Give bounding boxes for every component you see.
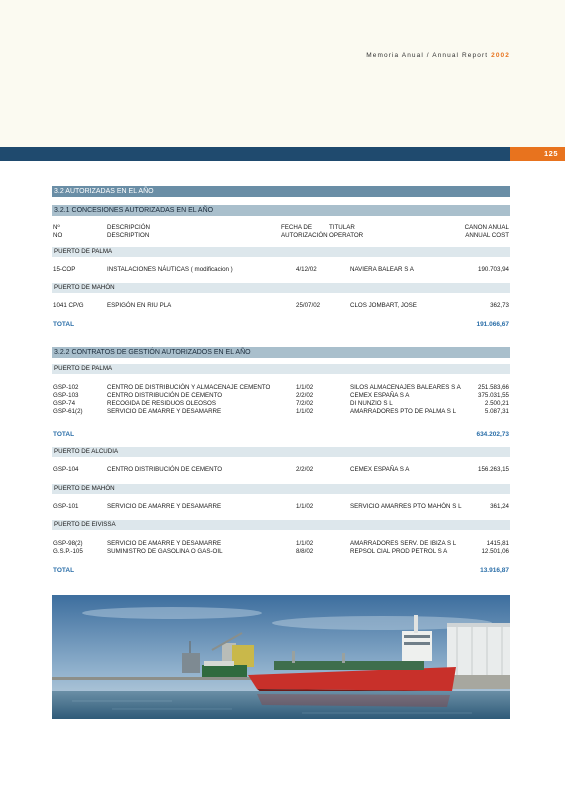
report-title: Memoria Anual / Annual Report — [366, 52, 489, 59]
row-operator: SERVICIO AMARRES PTO MAHÓN S L — [350, 503, 462, 510]
total-amount: 191.066,67 — [476, 321, 509, 328]
row-date: 1/1/02 — [296, 408, 314, 415]
row-date: 7/2/02 — [296, 400, 314, 407]
row-operator: CEMEX ESPAÑA S A — [350, 466, 410, 473]
subsection-heading: 3.2.2 CONTRATOS DE GESTIÓN AUTORIZADOS EN EL AÑO — [52, 347, 510, 358]
photo-illustration — [52, 595, 510, 719]
port-group-palma: PUERTO DE PALMA — [52, 364, 510, 374]
row-description: ESPIGÓN EN RIU PLA — [107, 302, 172, 309]
row-amount: 5.087,31 — [484, 408, 509, 415]
col-operator-en: OPERATOR — [329, 232, 364, 239]
row-description: CENTRO DISTRIBUCIÓN DE CEMENTO — [107, 392, 223, 399]
row-date: 8/8/02 — [296, 548, 314, 555]
row-number: GSP-74 — [53, 400, 76, 407]
row-date: 1/1/02 — [296, 503, 314, 510]
col-desc-en: DESCRIPTION — [107, 232, 150, 239]
row-date: 1/1/02 — [296, 384, 314, 391]
row-description: CENTRO DE DISTRIBUCIÓN Y ALMACENAJE CEMENTO — [107, 384, 271, 391]
port-group-mahon: PUERTO DE MAHÓN — [52, 283, 510, 293]
running-header — [366, 52, 510, 59]
row-number: GSP-98(2) — [53, 540, 83, 547]
row-date: 4/12/02 — [296, 266, 317, 273]
row-amount: 361,24 — [490, 503, 509, 510]
row-number: G.S.P.-105 — [53, 548, 83, 555]
port-group-eivissa: PUERTO DE EIVISSA — [52, 520, 510, 530]
row-amount: 375.031,55 — [478, 392, 509, 399]
subsection-heading: 3.2.1 CONCESIONES AUTORIZADAS EN EL AÑO — [52, 205, 510, 216]
row-amount: 362,73 — [490, 302, 509, 309]
total-amount: 13.916,87 — [480, 567, 509, 574]
row-operator: CLOS JOMBART, JOSE — [350, 302, 417, 309]
col-no-es: Nº — [53, 224, 60, 231]
total-amount: 634.202,73 — [476, 431, 509, 438]
section-heading: 3.2 AUTORIZADAS EN EL AÑO — [52, 186, 510, 197]
page-number: 125 — [543, 149, 558, 158]
col-date-es: FECHA DE — [281, 224, 312, 231]
report-year: 2002 — [491, 52, 510, 59]
row-operator: SILOS ALMACENAJES BALEARES S A — [350, 384, 461, 391]
row-operator: NAVIERA BALEAR S A — [350, 266, 414, 273]
row-description: SUMINISTRO DE GASOLINA O GAS-OIL — [107, 548, 223, 555]
row-amount: 156.263,15 — [478, 466, 509, 473]
harbour-ship-photo — [52, 595, 510, 719]
row-operator: CEMEX ESPAÑA S A — [350, 392, 410, 399]
row-number: GSP-61(2) — [53, 408, 83, 415]
row-description: INSTALACIONES NÁUTICAS ( modificacion ) — [107, 266, 233, 273]
row-number: 15-COP — [53, 266, 76, 273]
row-number: 1041 CP/G — [53, 302, 84, 309]
row-number: GSP-102 — [53, 384, 79, 391]
row-date: 25/07/02 — [296, 302, 321, 309]
total-label: TOTAL — [53, 567, 75, 574]
row-amount: 2.500,21 — [484, 400, 509, 407]
col-cost-en: ANNUAL COST — [465, 232, 509, 239]
col-no-en: NO — [53, 232, 63, 239]
port-group-alcudia: PUERTO DE ALCUDIA — [52, 447, 510, 457]
col-date-en: AUTORIZACIÓN — [281, 232, 328, 239]
row-date: 2/2/02 — [296, 392, 314, 399]
col-desc-es: DESCRIPCIÓN — [107, 224, 150, 231]
row-date: 2/2/02 — [296, 466, 314, 473]
row-description: SERVICIO DE AMARRE Y DESAMARRE — [107, 503, 222, 510]
row-description: CENTRO DISTRIBUCIÓN DE CEMENTO — [107, 466, 223, 473]
port-group-palma: PUERTO DE PALMA — [52, 247, 510, 257]
col-cost-es: CANON ANUAL — [464, 224, 509, 231]
row-description: SERVICIO DE AMARRE Y DESAMARRE — [107, 408, 222, 415]
row-operator: AMARRADORES SERV. DE IBIZA S L — [350, 540, 457, 547]
total-label: TOTAL — [53, 321, 75, 328]
row-amount: 1415,81 — [486, 540, 509, 547]
row-operator: REPSOL CIAL PROD PETROL S A — [350, 548, 448, 555]
header-band — [0, 0, 565, 147]
row-operator: AMARRADORES PTO DE PALMA S L — [350, 408, 457, 415]
row-date: 1/1/02 — [296, 540, 314, 547]
total-label: TOTAL — [53, 431, 75, 438]
row-amount: 251.583,66 — [478, 384, 509, 391]
port-group-mahon: PUERTO DE MAHÓN — [52, 484, 510, 494]
row-number: GSP-101 — [53, 503, 79, 510]
row-operator: DI NUNZIO S L — [350, 400, 393, 407]
header-rule — [0, 147, 510, 161]
row-number: GSP-104 — [53, 466, 79, 473]
row-description: SERVICIO DE AMARRE Y DESAMARRE — [107, 540, 222, 547]
row-amount: 190.703,94 — [478, 266, 509, 273]
row-description: RECOGIDA DE RESIDUOS OLEOSOS — [107, 400, 216, 407]
col-operator-es: TITULAR — [329, 224, 355, 231]
row-number: GSP-103 — [53, 392, 79, 399]
row-amount: 12.501,06 — [481, 548, 509, 555]
